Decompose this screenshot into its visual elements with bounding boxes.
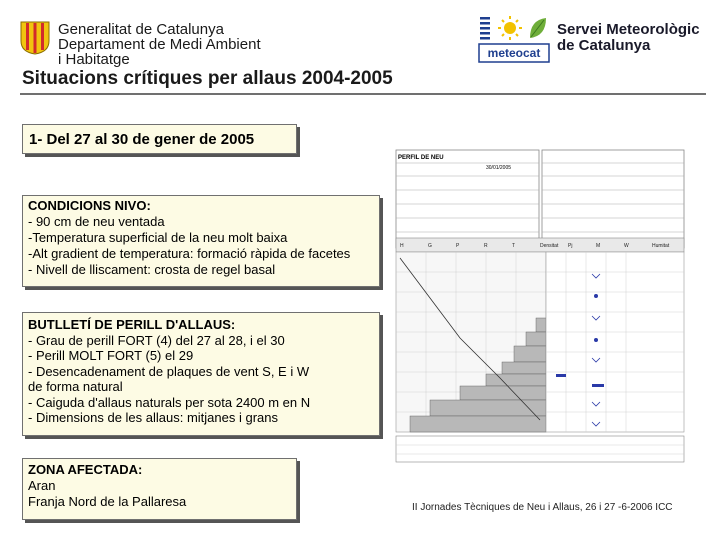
meteocat-logo-icon bbox=[478, 14, 550, 64]
profile-column-header: P bbox=[456, 243, 460, 249]
profile-column-header: T bbox=[512, 243, 516, 249]
nivo-title: CONDICIONS NIVO: bbox=[28, 198, 151, 213]
profile-column-header: G bbox=[428, 243, 432, 249]
nivo-line: - Nivell de lliscament: crosta de regel basal bbox=[28, 262, 276, 277]
zona-title: ZONA AFECTADA: bbox=[28, 462, 143, 477]
nivo-line: - 90 cm de neu ventada bbox=[28, 214, 165, 229]
profile-column-header: H bbox=[400, 243, 404, 249]
profile-column-header: R bbox=[484, 243, 488, 249]
profile-date: 30/01/2005 bbox=[486, 165, 512, 171]
page-title: Situacions crítiques per allaus 2004-2005 bbox=[22, 68, 393, 89]
smc-line-2: de Catalunya bbox=[557, 37, 651, 54]
section-title: 1- Del 27 al 30 de gener de 2005 bbox=[29, 131, 255, 148]
profile-column-header: Densitat bbox=[540, 243, 559, 249]
zona-line: Franja Nord de la Pallaresa bbox=[28, 494, 187, 509]
org-line-3: i Habitatge bbox=[58, 51, 130, 68]
bulletin-line: de forma natural bbox=[28, 379, 123, 394]
profile-column-header: Pj bbox=[568, 243, 573, 249]
footer-credit: II Jornades Tècniques de Neu i Allaus, 26 i 27 -6-2006 ICC bbox=[412, 502, 673, 513]
profile-heading: PERFIL DE NEU bbox=[398, 155, 444, 161]
title-divider bbox=[20, 93, 706, 95]
bulletin-line: - Caiguda d'allaus naturals per sota 2400 m en N bbox=[28, 394, 311, 410]
nivo-line: -Temperatura superficial de la neu molt baixa bbox=[28, 230, 288, 245]
org-line-2: Departament de Medi Ambient bbox=[58, 36, 261, 53]
nivo-line: -Alt gradient de temperatura: formació ràpida de facetes bbox=[28, 246, 351, 261]
bulletin-line: - Grau de perill FORT (4) del 27 al 28, i el 30 bbox=[28, 332, 285, 348]
meteocat-logo-text: meteocat bbox=[487, 46, 541, 60]
profile-column-header: Humitat bbox=[652, 243, 670, 249]
smc-line-1: Servei Meteorològic bbox=[557, 21, 700, 38]
affected-zone-box bbox=[22, 458, 297, 520]
generalitat-crest-icon bbox=[20, 21, 50, 55]
organization-name bbox=[58, 22, 261, 67]
bulletin-line: - Dimensions de les allaus: mitjanes i grans bbox=[28, 410, 278, 425]
nivo-conditions-box bbox=[22, 195, 380, 287]
snow-profile-chart bbox=[390, 148, 710, 468]
profile-column-header: W bbox=[624, 243, 629, 249]
section-heading-box bbox=[22, 124, 297, 154]
zona-line: Aran bbox=[28, 478, 56, 493]
bulletin-line: - Desencadenament de plaques de vent S, E i W bbox=[28, 363, 310, 379]
profile-column-header: M bbox=[596, 243, 601, 249]
avalanche-bulletin-box bbox=[22, 312, 380, 436]
smc-title bbox=[557, 22, 700, 54]
bulletin-title: BUTLLETÍ DE PERILL D'ALLAUS: bbox=[28, 317, 236, 332]
org-line-1: Generalitat de Catalunya bbox=[58, 21, 224, 38]
bulletin-line: - Perill MOLT FORT (5) el 29 bbox=[28, 348, 194, 363]
